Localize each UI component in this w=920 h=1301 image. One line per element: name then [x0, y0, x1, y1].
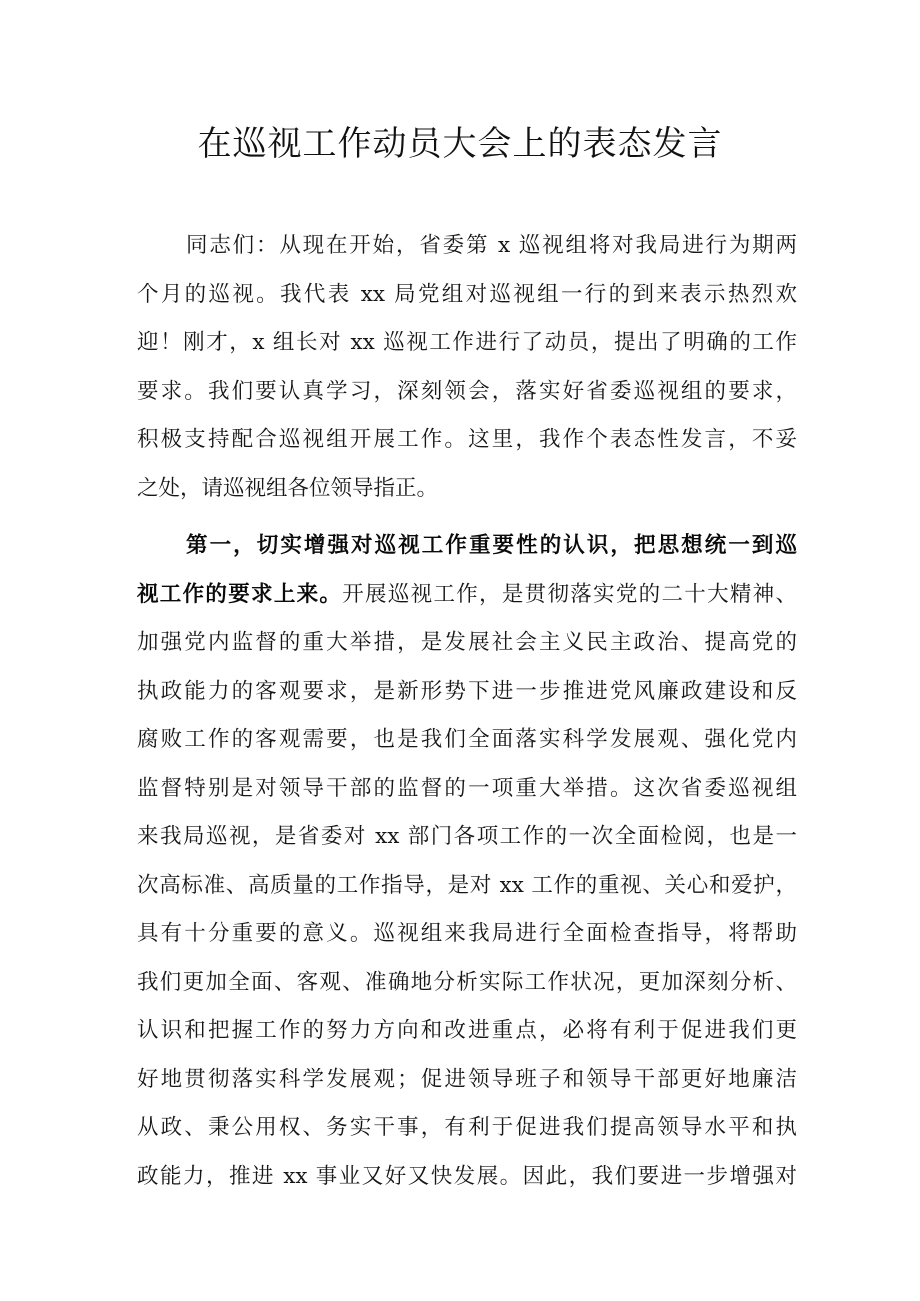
paragraph-1-line: 之处，请巡视组各位领导指正。: [137, 476, 439, 501]
paragraph-2-line: 执政能力的客观要求，是新形势下进一步推进党风廉政建设和反: [137, 679, 797, 704]
paragraph-2-line: 认识和把握工作的努力方向和改进重点，必将有利于促进我们更: [137, 1018, 797, 1043]
paragraph-1-line: 迎！刚才，x 组长对 xx 巡视工作进行了动员，提出了明确的工作: [137, 330, 797, 355]
paragraph-2-line: 加强党内监督的重大举措，是发展社会主义民主政治、提高党的: [137, 630, 797, 655]
paragraph-1-line: 积极支持配合巡视组开展工作。这里，我作个表态性发言，不妥: [137, 427, 797, 452]
paragraph-2-line: 好地贯彻落实科学发展观；促进领导班子和领导干部更好地廉洁: [137, 1067, 797, 1092]
paragraph-2-line: 腐败工作的客观需要，也是我们全面落实科学发展观、强化党内: [137, 727, 797, 752]
paragraph-2-line: 具有十分重要的意义。巡视组来我局进行全面检查指导，将帮助: [137, 921, 797, 946]
paragraph-2-line: 我们更加全面、客观、准确地分析实际工作状况，更加深刻分析、: [137, 970, 797, 995]
paragraph-2-text: 开展巡视工作，是贯彻落实党的二十大精神、: [342, 582, 797, 607]
section-heading-line: 第一，切实增强对巡视工作重要性的认识，把思想统一到巡: [186, 533, 797, 558]
paragraph-2-line: [137, 580, 797, 610]
paragraph-1-line: 要求。我们要认真学习，深刻领会，落实好省委巡视组的要求，: [137, 379, 797, 404]
paragraph-2-line: 来我局巡视，是省委对 xx 部门各项工作的一次全面检阅，也是一: [137, 824, 797, 849]
paragraph-1-line: 同志们：从现在开始，省委第 x 巡视组将对我局进行为期两: [186, 233, 797, 258]
paragraph-2-line: 政能力，推进 xx 事业又好又快发展。因此，我们要进一步增强对: [137, 1164, 797, 1189]
document-title: 在巡视工作动员大会上的表态发言: [197, 124, 723, 164]
paragraph-2-line: 次高标准、高质量的工作指导，是对 xx 工作的重视、关心和爱护，: [137, 873, 797, 898]
paragraph-2-line: 从政、秉公用权、务实干事，有利于促进我们提高领导水平和执: [137, 1115, 797, 1140]
paragraph-2-line: 监督特别是对领导干部的监督的一项重大举措。这次省委巡视组: [137, 776, 797, 801]
paragraph-1-line: 个月的巡视。我代表 xx 局党组对巡视组一行的到来表示热烈欢: [137, 282, 797, 307]
section-heading-tail: 视工作的要求上来。: [137, 582, 343, 607]
